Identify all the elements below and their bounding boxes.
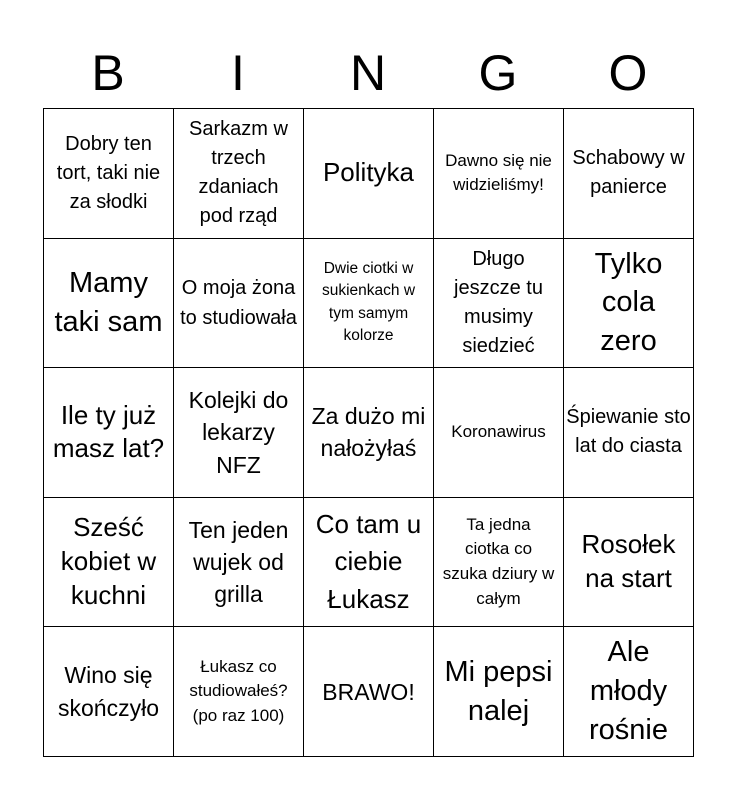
bingo-cell[interactable]: Dawno się nie widzieliśmy! bbox=[434, 109, 564, 239]
bingo-cell[interactable]: Dobry ten tort, taki nie za słodki bbox=[44, 109, 174, 239]
bingo-cell[interactable]: Rosołek na start bbox=[564, 498, 694, 628]
bingo-cell[interactable]: Za dużo mi nałożyłaś bbox=[304, 368, 434, 498]
bingo-cell[interactable]: Koronawirus bbox=[434, 368, 564, 498]
bingo-cell[interactable]: Wino się skończyło bbox=[44, 627, 174, 757]
bingo-cell[interactable]: Mi pepsi nalej bbox=[434, 627, 564, 757]
bingo-cell[interactable]: Mamy taki sam bbox=[44, 239, 174, 369]
bingo-board bbox=[43, 108, 694, 757]
bingo-cell[interactable]: Ale młody rośnie bbox=[564, 627, 694, 757]
bingo-cell[interactable]: O moja żona to studiowała bbox=[174, 239, 304, 369]
bingo-cell[interactable]: Ten jeden wujek od grilla bbox=[174, 498, 304, 628]
bingo-cell[interactable]: Śpiewanie sto lat do ciasta bbox=[564, 368, 694, 498]
bingo-cell[interactable]: Co tam u ciebie Łukasz bbox=[304, 498, 434, 628]
bingo-cell[interactable]: Ile ty już masz lat? bbox=[44, 368, 174, 498]
bingo-header bbox=[43, 38, 693, 108]
bingo-cell[interactable]: Długo jeszcze tu musimy siedzieć bbox=[434, 239, 564, 369]
bingo-cell[interactable]: Kolejki do lekarzy NFZ bbox=[174, 368, 304, 498]
header-letter-n: N bbox=[349, 45, 387, 101]
header-letter-o: O bbox=[608, 45, 648, 101]
header-letter-b: B bbox=[91, 45, 125, 101]
bingo-cell[interactable]: Polityka bbox=[304, 109, 434, 239]
bingo-cell[interactable]: Sześć kobiet w kuchni bbox=[44, 498, 174, 628]
header-letter-i: I bbox=[231, 45, 245, 101]
bingo-cell[interactable]: BRAWO! bbox=[304, 627, 434, 757]
header-letter-g: G bbox=[478, 45, 518, 101]
bingo-cell[interactable]: Łukasz co studiowałeś? (po raz 100) bbox=[174, 627, 304, 757]
bingo-cell[interactable]: Tylko cola zero bbox=[564, 239, 694, 369]
bingo-cell[interactable]: Sarkazm w trzech zdaniach pod rząd bbox=[174, 109, 304, 239]
bingo-cell[interactable]: Dwie ciotki w sukienkach w tym samym kolorze bbox=[304, 239, 434, 369]
bingo-cell[interactable]: Ta jedna ciotka co szuka dziury w całym bbox=[434, 498, 564, 628]
bingo-cell[interactable]: Schabowy w panierce bbox=[564, 109, 694, 239]
